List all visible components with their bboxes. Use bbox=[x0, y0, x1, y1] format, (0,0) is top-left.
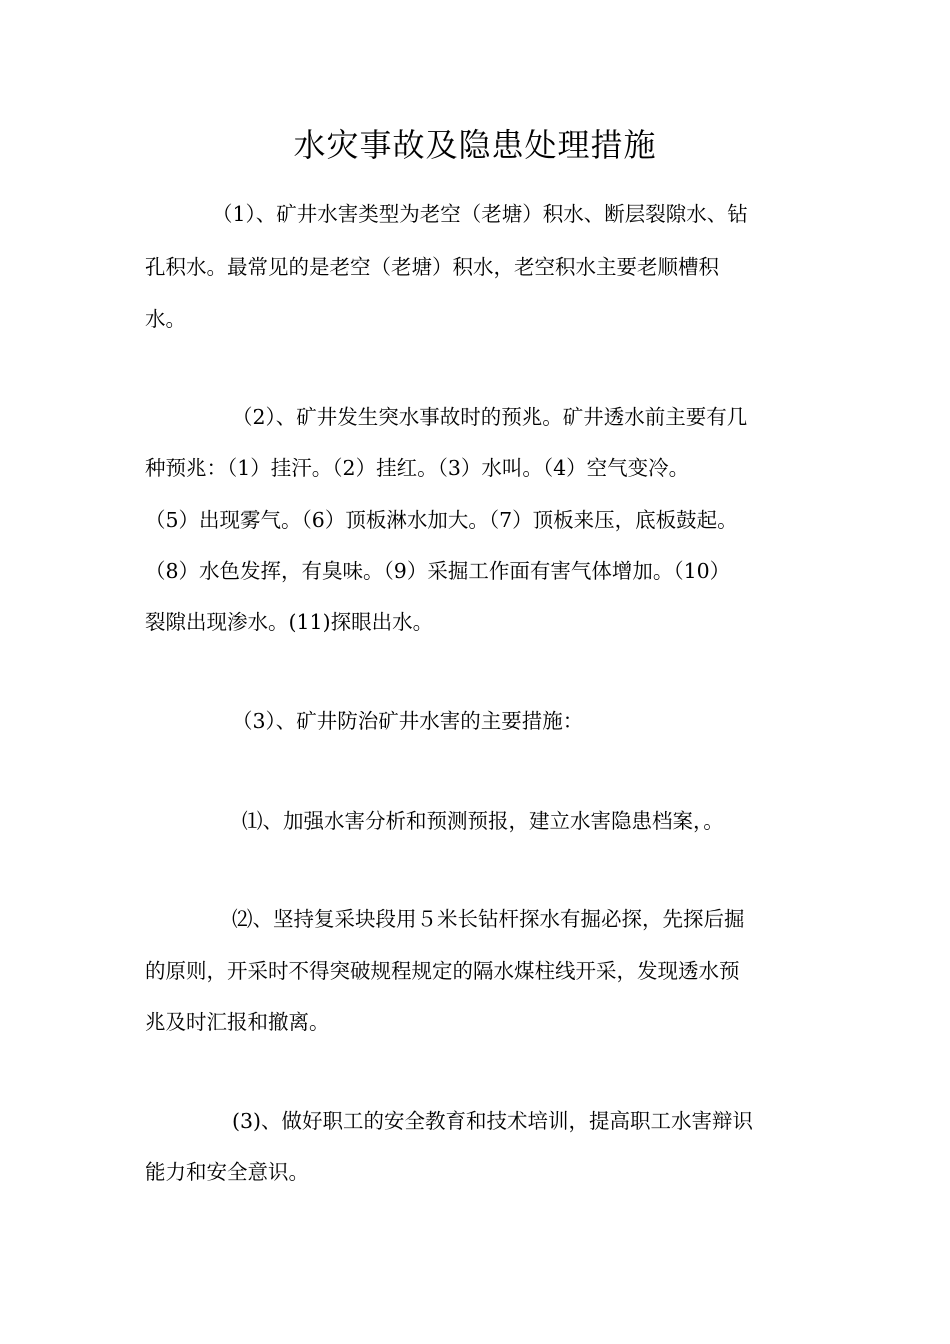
paragraph-line: 孔积水。最常见的是老空（老塘）积水，老空积水主要老顺槽积 bbox=[145, 255, 719, 279]
paragraph-line: （1）、矿井水害类型为老空（老塘）积水、断层裂隙水、钻 bbox=[212, 202, 748, 226]
paragraph-line: 兆及时汇报和撤离。 bbox=[145, 1010, 330, 1034]
paragraph-line: （5）出现雾气。（6）顶板淋水加大。（7）顶板来压，底板鼓起。 bbox=[145, 508, 738, 532]
paragraph-line: ⑴、加强水害分析和预测预报，建立水害隐患档案，。 bbox=[242, 809, 724, 833]
paragraph-line: 裂隙出现渗水。(11)探眼出水。 bbox=[145, 610, 434, 634]
document-title: 水灾事故及隐患处理措施 bbox=[293, 126, 657, 164]
paragraph-line: (3)、做好职工的安全教育和技术培训，提高职工水害辩识 bbox=[232, 1109, 754, 1133]
paragraph-line: 种预兆：（1）挂汗。（2）挂红。（3）水叫。（4）空气变冷。 bbox=[145, 456, 690, 480]
paragraph-line: 水。 bbox=[145, 307, 186, 331]
paragraph-line: （8）水色发挥，有臭味。（9）采掘工作面有害气体增加。（10） bbox=[145, 559, 731, 583]
paragraph-line: （2）、矿井发生突水事故时的预兆。矿井透水前主要有几 bbox=[232, 405, 748, 429]
paragraph-line: 的原则，开采时不得突破规程规定的隔水煤柱线开采，发现透水预 bbox=[145, 959, 740, 983]
paragraph-line: ⑵、坚持复采块段用５米长钻杆探水有掘必探，先探后掘 bbox=[232, 907, 745, 931]
paragraph-line: （3）、矿井防治矿井水害的主要措施： bbox=[232, 709, 584, 733]
paragraph-line: 能力和安全意识。 bbox=[145, 1160, 309, 1184]
